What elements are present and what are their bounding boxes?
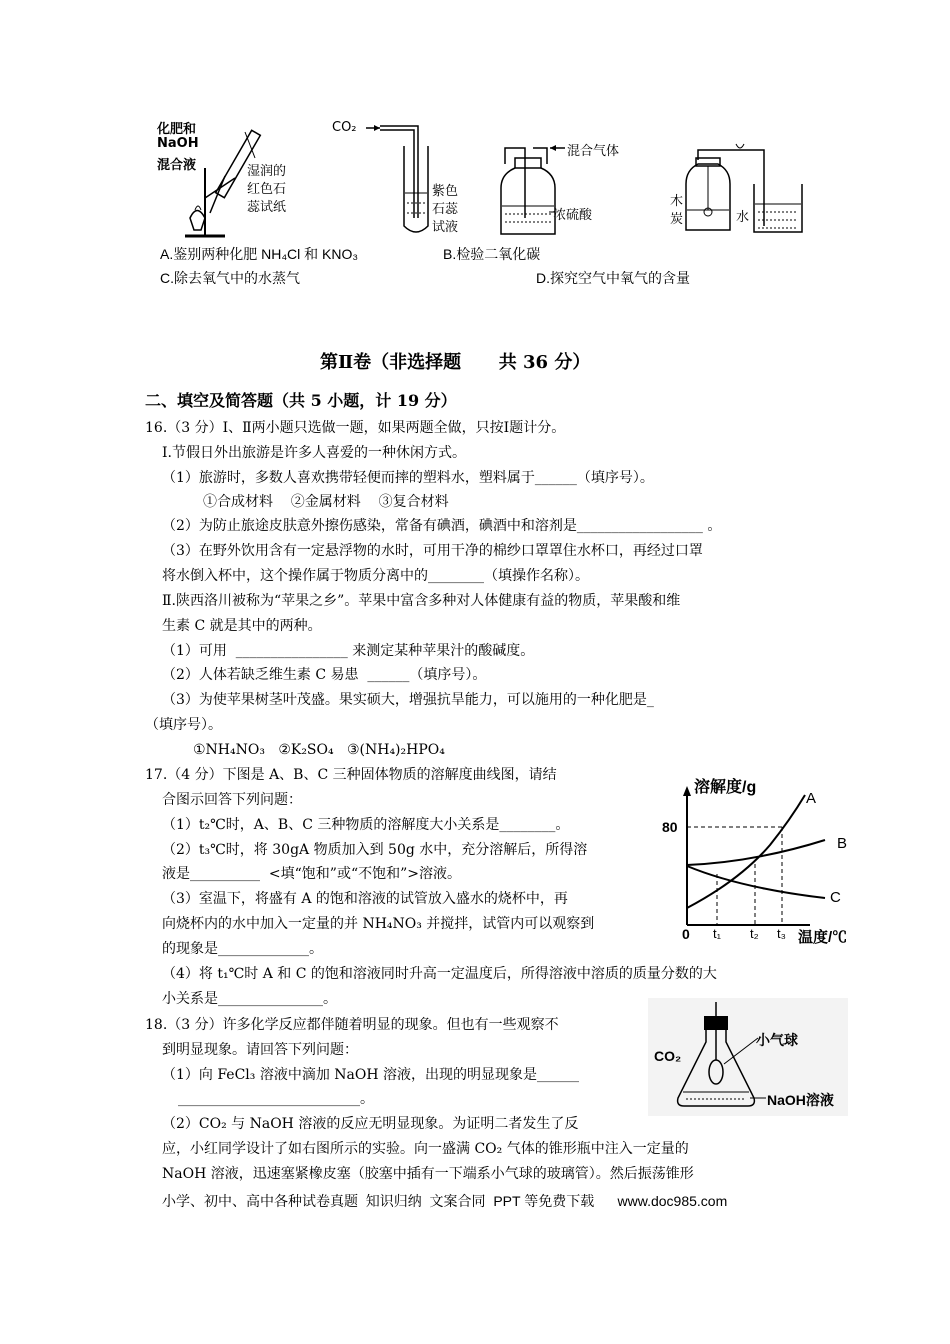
figure-a-paper-2: 红色石 <box>247 182 287 197</box>
q18-f: 应，小红同学设计了如右图所示的实验。向一盛满 CO₂ 气体的锥形瓶中注入一定量的 <box>162 1141 689 1157</box>
q17-h: 的现象是_____________。 <box>162 941 323 957</box>
q17-j: 小关系是_______________。 <box>162 991 337 1007</box>
figure-c-gas: 混合气体 <box>567 144 620 159</box>
q16-head: 16.（3 分）Ⅰ、Ⅱ两小题只选做一题，如果两题全做，只按Ⅰ题计分。 <box>145 420 566 436</box>
q17-b: 合图示回答下列问题： <box>162 792 302 808</box>
figure-a-label-2: NaOH <box>157 136 199 151</box>
graph-y80: 80 <box>662 819 678 835</box>
q16-part-ii-b: 生素 C 就是其中的两种。 <box>162 618 322 634</box>
flask-label-co2: CO₂ <box>654 1048 682 1064</box>
figure-a-paper-1: 湿润的 <box>247 164 287 179</box>
figure-d <box>668 140 818 240</box>
graph-origin: 0 <box>682 926 690 942</box>
q17-f: （3）室温下，将盛有 A 的饱和溶液的试管放入盛水的烧杯中，再 <box>162 891 568 907</box>
solubility-graph-svg <box>660 770 875 950</box>
q18-g: NaOH 溶液，迅速塞紧橡皮塞（胶塞中插有一下端系小气球的玻璃管）。然后振荡锥形 <box>162 1166 694 1182</box>
option-c: C.除去氧气中的水蒸气 <box>160 270 300 286</box>
figure-c-liquid: 浓硫酸 <box>553 208 593 223</box>
q16-i2: （2）为防止旅途皮肤意外擦伤感染，常备有碘酒，碘酒中和溶剂是__________________ 。 <box>162 518 722 534</box>
q18-e: （2）CO₂ 与 NaOH 溶液的反应无明显现象。为证明二者发生了反 <box>162 1116 579 1132</box>
q18-b: 到明显现象。请回答下列问题： <box>162 1042 358 1058</box>
curve-b <box>687 840 825 865</box>
section-title: 第Ⅱ卷（非选择题 共 36 分） <box>320 352 591 373</box>
q16-ii2: （2）人体若缺乏维生素 C 易患 ______（填序号）。 <box>162 667 487 683</box>
q17-d: （2）t₃℃时，将 30gA 物质加入到 50g 水中，充分溶解后，所得溶 <box>162 842 588 858</box>
figure-a-label-3: 混合液 <box>157 158 197 173</box>
figure-a <box>155 118 305 243</box>
graph-t1: t₁ <box>713 926 721 941</box>
q18-a: 18.（3 分）许多化学反应都伴随着明显的现象。但也有一些观察不 <box>145 1017 559 1033</box>
figure-d-charcoal-1: 木 <box>670 194 684 209</box>
q17-e: 液是__________ <填“饱和”或“不饱和”>溶液。 <box>162 866 461 882</box>
curve-c <box>687 866 825 898</box>
figure-d-charcoal-2: 炭 <box>670 212 684 227</box>
page-footer: 小学、初中、高中各种试卷真题 知识归纳 文案合同 PPT 等免费下载 www.doc985.com <box>162 1193 728 1209</box>
flask-label-naoh: NaOH溶液 <box>767 1092 834 1108</box>
figure-b-liquid-3: 试液 <box>432 220 459 235</box>
q18-d: __________________________。 <box>178 1091 374 1107</box>
figure-a-paper-3: 蕊试纸 <box>247 200 287 215</box>
figure-d-apparatus <box>668 140 818 240</box>
figure-b-liquid-1: 紫色 <box>432 184 459 199</box>
graph-ylabel: 溶解度/g <box>694 779 757 796</box>
q17-a: 17.（4 分）下图是 A、B、C 三种固体物质的溶解度曲线图，请结 <box>145 767 557 783</box>
option-a: A.鉴别两种化肥 NH₄Cl 和 KNO₃ <box>160 246 359 262</box>
option-b: B.检验二氧化碳 <box>443 246 541 262</box>
q16-part-ii-a: Ⅱ.陕西洛川被称为“苹果之乡”。苹果中富含多种对人体健康有益的物质，苹果酸和维 <box>162 593 681 609</box>
figure-c <box>495 128 645 240</box>
figure-c-apparatus <box>495 128 645 240</box>
q16-ii3a: （3）为使苹果树茎叶茂盛。果实硕大，增强抗旱能力，可以施用的一种化肥是_ <box>162 692 654 708</box>
figure-d-water: 水 <box>736 210 750 225</box>
q16-ii3-options: ①NH₄NO₃ ②K₂SO₄ ③(NH₄)₂HPO₄ <box>193 742 445 758</box>
graph-xlabel: 温度/℃ <box>798 929 848 946</box>
graph-t2: t₂ <box>750 926 759 941</box>
q16-i1-options: ①合成材料 ②金属材料 ③复合材料 <box>203 494 449 510</box>
q17-i: （4）将 t₁℃时 A 和 C 的饱和溶液同时升高一定温度后，所得溶液中溶质的质量分数的大 <box>162 966 717 982</box>
q16-ii3b: （填序号）。 <box>145 717 222 733</box>
graph-t3: t₃ <box>777 926 786 941</box>
q17-g: 向烧杯内的水中加入一定量的并 NH₄NO₃ 并搅拌，试管内可以观察到 <box>162 916 595 932</box>
figure-b-apparatus <box>330 118 470 243</box>
q16-ii1: （1）可用 ________________ 来测定某种苹果汁的酸碱度。 <box>162 643 535 659</box>
q16-i3b: 将水倒入杯中，这个操作属于物质分离中的________（填操作名称）。 <box>162 568 589 584</box>
figure-a-label-1: 化肥和 <box>157 122 197 137</box>
figure-b-gas: CO₂ <box>332 120 357 135</box>
figure-a-apparatus <box>155 118 305 243</box>
q16-i3a: （3）在野外饮用含有一定悬浮物的水时，可用干净的棉纱口罩罩住水杯口，再经过口罩 <box>162 543 703 559</box>
q16-part-i: Ⅰ.节假日外出旅游是许多人喜爱的一种休闲方式。 <box>162 445 466 461</box>
option-d: D.探究空气中氧气的含量 <box>536 270 690 286</box>
graph-label-c: C <box>830 889 841 906</box>
flask-figure <box>648 998 848 1116</box>
q17-c: （1）t₂℃时，A、B、C 三种物质的溶解度大小关系是________。 <box>162 817 570 833</box>
part-title: 二、填空及简答题（共 5 小题，计 19 分） <box>145 391 457 410</box>
graph-label-a: A <box>806 790 817 807</box>
figure-b <box>330 118 470 243</box>
q18-c: （1）向 FeCl₃ 溶液中滴加 NaOH 溶液，出现的明显现象是______ <box>162 1067 580 1083</box>
q16-i1: （1）旅游时，多数人喜欢携带轻便而摔的塑料水，塑料属于______（填序号）。 <box>162 470 654 486</box>
graph-label-b: B <box>837 835 848 852</box>
figure-b-liquid-2: 石蕊 <box>432 202 459 217</box>
flask-label-balloon: 小气球 <box>756 1032 798 1048</box>
solubility-graph <box>660 770 875 950</box>
